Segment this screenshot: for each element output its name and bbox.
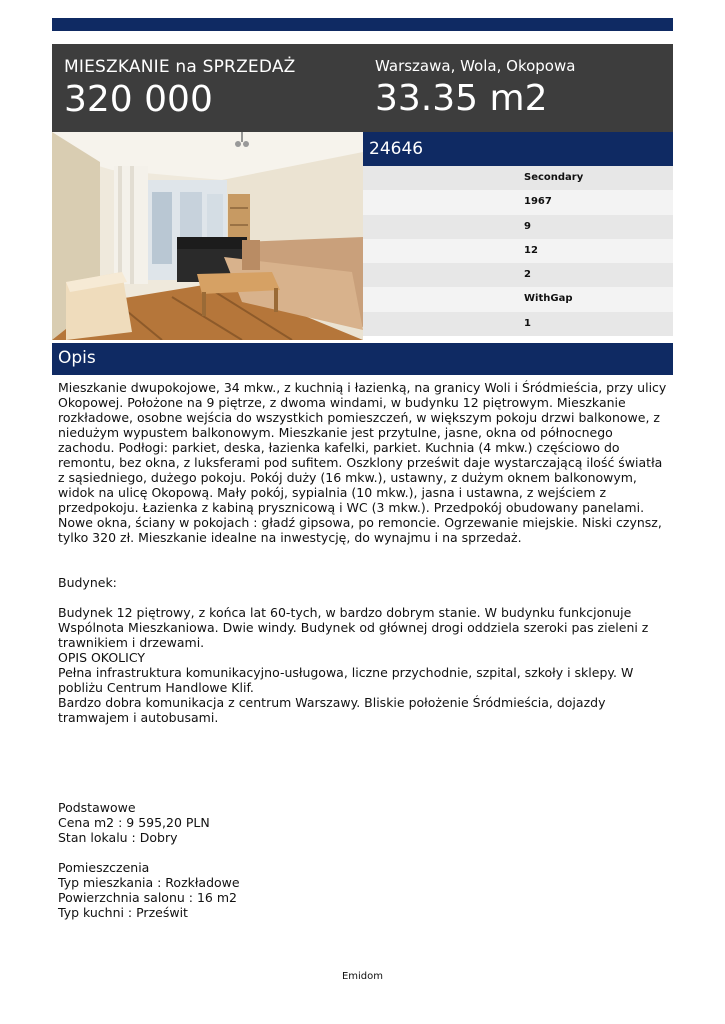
listing-location: Warszawa, Wola, Okopowa — [375, 57, 576, 75]
spec-value: 12 — [524, 244, 538, 256]
header-right — [375, 56, 575, 120]
description-text: Mieszkanie dwupokojowe, 34 mkw., z kuchnią i łazienką, na granicy Woli i Śródmieścia, przy ulicy Okopowej. Położone na 9 piętrze, z dwoma windami, w budynku 12 piętrowym. Mieszkanie rozkładowe, osobne wejścia do wszystkich pomieszczeń, w większym pokoju drzwi balkonowe, z niedużym wypustem balkonowym. Mieszkanie jest przytulne, jasne, okna od północnego zachodu. Podłogi: parkiet, deska, łazienka kafelki, parkiet. Kuchnia (4 mkw.) częściowo do remontu, bez okna, z luksferami pod sufitem. Oszklony prześwit daje wystarczającą ilość światła z sąsiedniego, dużego pokoju. Pokój duży (16 mkw.), ustawny, z dużym oknem balkonowym, widok na ulicę Okopową. Mały pokój, sypialnia (10 mkw.), jasna i ustawna, z wejściem z przedpokoju. Łazienka z kabiną prysznicową i WC (3 mkw.). Przedpokój obudowany panelami. Nowe okna, ściany w pokojach : gładź gipsowa, po remoncie. Ogrzewanie miejskie. Niski czynsz, tylko 320 zł. Mieszkanie idealne na inwestycję, do wynajmu i na sprzedaż. — [58, 380, 667, 545]
section-title: Opis — [58, 348, 96, 368]
rooms-line: Powierzchnia salonu : 16 m2 — [58, 890, 237, 905]
header-left — [64, 56, 296, 121]
listing-price: 320 000 — [64, 79, 213, 120]
spec-row — [363, 312, 673, 336]
rooms-line: Typ mieszkania : Rozkładowe — [58, 875, 240, 890]
spec-row — [363, 215, 673, 239]
basic-line: Cena m2 : 9 595,20 PLN — [58, 815, 210, 830]
spec-table — [363, 166, 673, 336]
spec-value: 1967 — [524, 196, 552, 208]
listing-id-bar — [363, 132, 673, 166]
top-accent-bar — [52, 18, 673, 31]
listing-header — [52, 44, 673, 132]
listing-id: 24646 — [369, 139, 424, 159]
footer-company: Emidom — [341, 971, 384, 982]
spec-value: 2 — [524, 269, 531, 281]
rooms-line: Typ kuchni : Prześwit — [58, 905, 188, 920]
listing-area: 33.35 m2 — [375, 78, 548, 119]
building-heading: Budynek: — [58, 575, 117, 590]
spec-row — [363, 190, 673, 214]
spec-value: 1 — [524, 317, 531, 329]
basic-heading: Podstawowe — [58, 800, 136, 815]
basic-line: Stan lokalu : Dobry — [58, 830, 178, 845]
description-body — [58, 380, 668, 920]
spec-row — [363, 166, 673, 190]
description-header — [52, 343, 673, 375]
building-text: Budynek 12 piętrowy, z końca lat 60-tych, w bardzo dobrym stanie. W budynku funkcjonuje Wspólnota Mieszkaniowa. Dwie windy. Budynek od głównej drogi oddziela szeroki pas zieleni z trawnikiem i drzewami. OPIS OKOLICY Pełna infrastruktura komunikacyjno-usługowa, liczne przychodnie, szpital, szkoły i sklepy. W pobliżu Centrum Handlowe Klif. Bardzo dobra komunikacja z centrum Warszawy. Bliskie położenie Śródmieścia, dojazdy tramwajem i autobusami. — [58, 605, 649, 725]
apartment-photo — [52, 132, 363, 340]
spec-row — [363, 239, 673, 263]
spec-row — [363, 263, 673, 287]
spec-row — [363, 287, 673, 311]
spec-value: 9 — [524, 220, 531, 232]
listing-type: MIESZKANIE na SPRZEDAŻ — [64, 57, 296, 77]
spec-value: WithGap — [524, 293, 573, 305]
rooms-heading: Pomieszczenia — [58, 860, 150, 875]
spec-value: Secondary — [524, 172, 584, 183]
